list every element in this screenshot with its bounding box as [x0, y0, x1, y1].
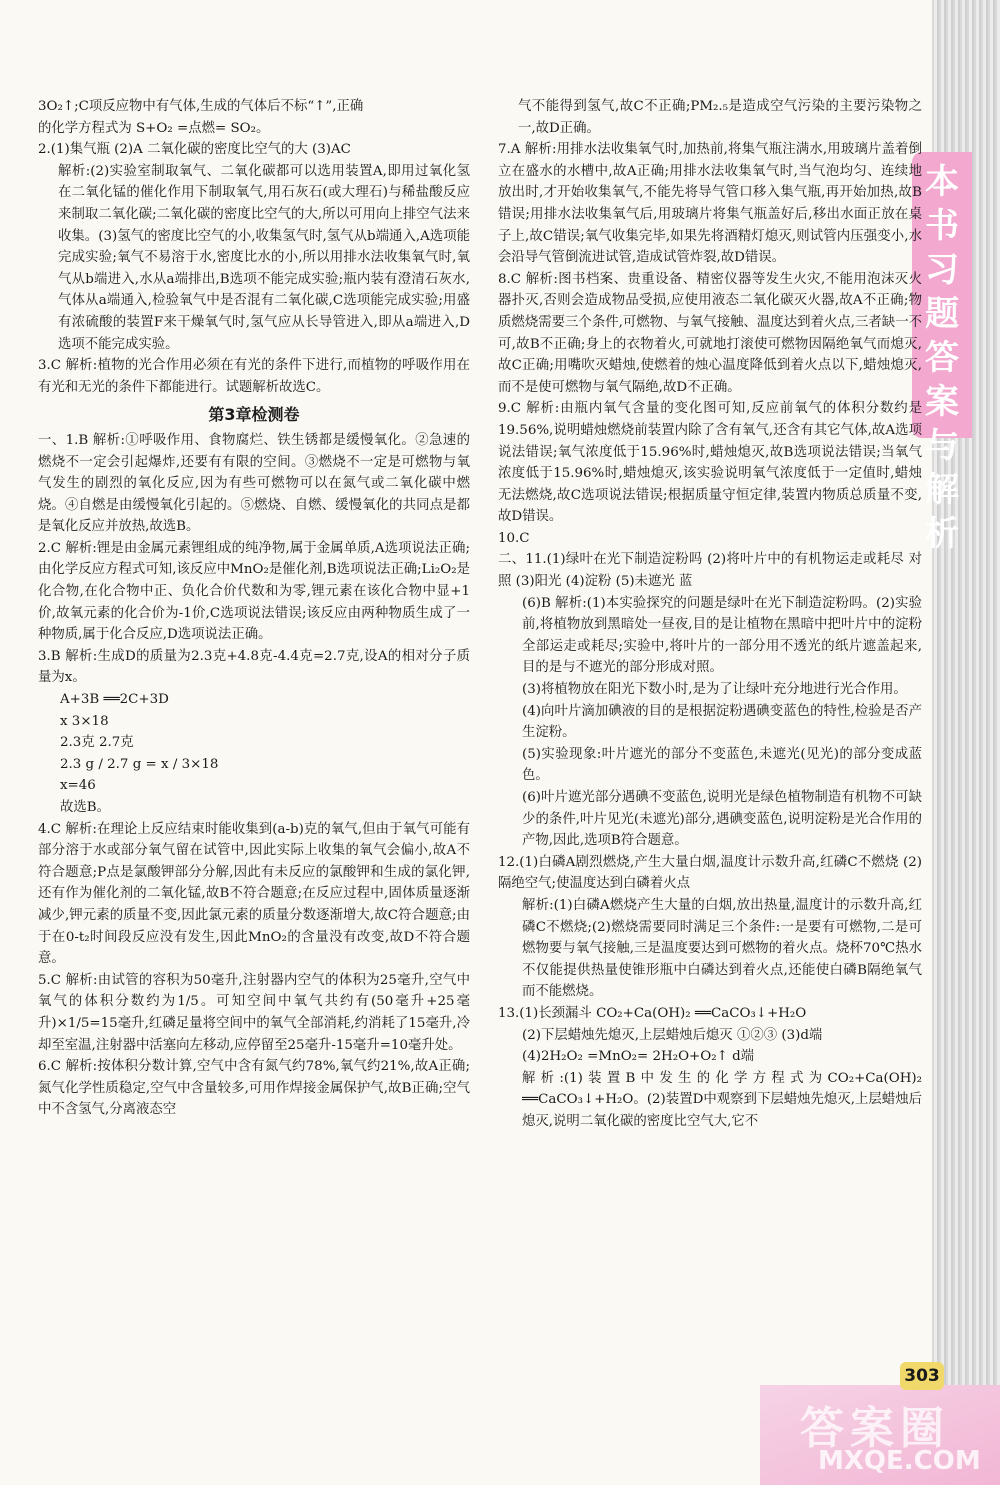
equation: x 3×18: [60, 713, 109, 729]
answer-text: 的化学方程式为 S+O₂ =点燃= SO₂。: [38, 120, 270, 136]
side-tab-char: 习: [925, 250, 959, 290]
answer-item: 一、1.B 解析:①呼吸作用、食物腐烂、铁生锈都是缓慢氧化。②急速的燃烧不一定会引起爆炸,还要有有限的空间。③燃烧不一定是可燃物与氧气发生的剧烈的氧化反应,因为有些可燃物可以在氮气或二氧化碳中燃烧。④自燃是由缓慢氧化引起的。⑤燃烧、自燃、缓慢氧化的共同点是都是氧化反应并放热,故选B。: [38, 432, 470, 535]
answer-item: 13.(1)长颈漏斗 CO₂+Ca(OH)₂ ══CaCO₃↓+H₂O: [498, 1005, 807, 1021]
right-column: [498, 96, 922, 1133]
section-title: 第3章检测卷: [208, 405, 300, 425]
answer-item: 6.C 解析:按体积分数计算,空气中含有氮气约78%,氧气约21%,故A正确;氮气化学性质稳定,空气中含量较多,可用作焊接金属保护气,故B正确;空气中不含氢气,分离液态空: [38, 1059, 470, 1118]
answer-item: 10.C: [498, 530, 530, 546]
equation: 2.3克 2.7克: [60, 735, 134, 751]
answer-item: 4.C 解析:在理论上反应结束时能收集到(a-b)克的氧气,但由于氧气可能有部分溶于水或部分氧气留在试管中,因此实际上收集的氧气会偏小,故A不符合题意;P点是氯酸钾部分分解,因此有未反应的氯酸钾和生成的氯化钾,还有作为催化剂的二氧化锰,故B不符合题意;在反应过程中,固体质量逐渐减少,钾元素的质量不变,因此氯元素的质量分数逐渐增大,故C符合题意;由于在0-t₂时间段反应没有发生,因此MnO₂的含量没有改变,故D不符合题意。: [38, 821, 470, 967]
answer-item: 8.C 解析:图书档案、贵重设备、精密仪器等发生火灾,不能用泡沫灭火器扑灭,否则会造成物品受损,应使用液态二氧化碳灭火器,故A不正确;物质燃烧需要三个条件,可燃物、与氧气接触、温度达到着火点,三者缺一不可,故B不正确;身上的衣物着火,可就地打滚使可燃物因隔绝氧气而熄灭,故C正确;用嘴吹灭蜡烛,使燃着的烛心温度降低到着火点以下,蜡烛熄灭,而不是使可燃物与氧气隔绝,故D不正确。: [498, 271, 922, 395]
page-number: 303: [900, 1362, 944, 1390]
side-tab-char: 析: [925, 514, 959, 554]
answer-item: 3.C 解析:植物的光合作用必须在有光的条件下进行,而植物的呼吸作用在有光和无光的条件下都能进行。试题解析故选C。: [38, 358, 470, 395]
answer-item: 2.(1)集气瓶 (2)A 二氧化碳的密度比空气的大 (3)AC: [38, 142, 351, 158]
side-tab-char: 题: [925, 294, 959, 334]
watermark-logo: 答案圈: [800, 1403, 950, 1454]
answer-explanation: 解析:(1)白磷A燃烧产生大量的白烟,放出热量,温度计的示数升高,红磷C不燃烧;(2)燃烧需要同时满足三个条件:一是要有可燃物,二是可燃物要与氧气接触,三是温度要达到可燃物的着火点。烧杯70℃热水不仅能提供热量使锥形瓶中白磷达到着火点,还能使白磷B隔绝氧气而不能燃烧。: [522, 897, 922, 1000]
answer-text: 3O₂↑;C项反应物中有气体,生成的气体后不标“↑”,正确: [38, 99, 364, 114]
equation: 2.3 g / 2.7 g = x / 3×18: [60, 756, 219, 772]
answer-text: 故选B。: [60, 800, 111, 815]
answer-item: 7.A 解析:用排水法收集氧气时,加热前,将集气瓶注满水,用玻璃片盖着倒立在盛水的水槽中,故A正确;用排水法收集氧气时,当气泡均匀、连续地放出时,才开始收集氧气,不能先将导气管口移入集气瓶,再开始加热,故B错误;用排水法收集氧气后,用玻璃片将集气瓶盖好后,移出水面正放在桌子上,故C错误;氧气收集完毕,如果先将酒精灯熄灭,则试管内压强变小,水会沿导气管倒流进试管,造成试管炸裂,故D错误。: [498, 142, 922, 266]
side-tab-char: 书: [925, 206, 959, 246]
answer-explanation: 解析:(1)装置B中发生的化学方程式为CO₂+Ca(OH)₂ ══CaCO₃↓+H₂O。(2)装置D中观察到下层蜡烛先熄灭,上层蜡烛后熄灭,说明二氧化碳的密度比空气大,它不: [522, 1070, 922, 1129]
answer-text: (2)下层蜡烛先熄灭,上层蜡烛后熄灭 ①②③ (3)d端: [522, 1027, 823, 1043]
answer-item: 5.C 解析:由试管的容积为50毫升,注射器内空气的体积为25毫升,空气中氧气的体积分数约为1/5。可知空间中氧气共约有(50毫升+25毫升)×1/5=15毫升,红磷足量将空间中的氧气全部消耗,约消耗了15毫升,冷却至室温,注射器中活塞向左移动,应停留至25毫升-15毫升=10毫升处。: [38, 972, 470, 1053]
side-tab-char: 案: [925, 382, 959, 422]
side-tab-char: 本: [925, 162, 959, 202]
answer-item: 2.C 解析:锂是由金属元素锂组成的纯净物,属于金属单质,A选项说法正确;由化学反应方程式可知,该反应中MnO₂是催化剂,B选项说法正确;Li₂O₂是化合物,在化合物中正、负化合价代数和为零,锂元素在该化合物中显+1价,故氧元素的化合价为-1价,C选项说法错误;该反应由两种物质生成了一种物质,属于化合反应,D选项说法正确。: [38, 540, 470, 643]
answer-text: 气不能得到氢气,故C不正确;PM₂.₅是造成空气污染的主要污染物之一,故D正确。: [518, 99, 922, 136]
answer-explanation: (6)叶片遮光部分遇碘不变蓝色,说明光是绿色植物制造有机物不可缺少的条件,叶片见光(未遮光)部分,遇碘变蓝色,说明淀粉是光合作用的产物,因此,选项B符合题意。: [522, 790, 922, 849]
answer-explanation: (4)向叶片滴加碘液的目的是根据淀粉遇碘变蓝色的特性,检验是否产生淀粉。: [522, 703, 922, 741]
equation: A+3B ══2C+3D: [60, 692, 169, 708]
side-tab-char: 与: [925, 426, 959, 466]
watermark-site: MXQE.COM: [818, 1446, 981, 1476]
answer-item: 12.(1)白磷A剧烈燃烧,产生大量白烟,温度计示数升高,红磷C不燃烧 (2)隔绝空气;使温度达到白磷着火点: [498, 854, 922, 892]
answer-item: 3.B 解析:生成D的质量为2.3克+4.8克-4.4克=2.7克,设A的相对分子质量为x。: [38, 648, 470, 686]
side-tab-char: 解: [925, 470, 959, 510]
equation: x=46: [60, 778, 96, 794]
answer-explanation: (3)将植物放在阳光下数小时,是为了让绿叶充分地进行光合作用。: [522, 682, 907, 698]
side-tab-char: 答: [925, 338, 959, 378]
answer-item: 9.C 解析:由瓶内氧气含量的变化图可知,反应前氧气的体积分数约是19.56%,说明蜡烛燃烧前装置内除了含有氧气,还含有其它气体,故A选项说法错误;氧气浓度低于15.96%时,蜡烛熄灭,故B选项说法错误;当氧气浓度低于15.96%时,蜡烛熄灭,该实验说明氧气浓度低于一定值时,蜡烛无法燃烧,故C选项说法错误;根据质量守恒定律,装置内物质总质量不变,故D错误。: [498, 401, 922, 525]
answer-item: 二、11.(1)绿叶在光下制造淀粉吗 (2)将叶片中的有机物运走或耗尽 对照 (3)阳光 (4)淀粉 (5)未遮光 蓝: [498, 552, 922, 590]
answer-text: (4)2H₂O₂ =MnO₂= 2H₂O+O₂↑ d端: [522, 1049, 755, 1065]
answer-explanation: 解析:(2)实验室制取氧气、二氧化碳都可以选用装置A,即用过氧化氢在二氧化锰的催化作用下制取氧气,用石灰石(或大理石)与稀盐酸反应来制取二氧化碳;二氧化碳的密度比空气的大,所以可用向上排空气法来收集。(3)氢气的密度比空气的小,收集氢气时,氢气从b端通入,A选项能完成实验;氧气不易溶于水,密度比水的小,所以用排水法收集氧气时,氧气从b端进入,水从a端排出,B选项不能完成实验;瓶内装有澄清石灰水,气体从a端通入,检验氧气中是否混有二氧化碳,C选项能完成实验;用盛有浓硫酸的装置F来干燥氧气时,氢气应从长导管进入,即从a端进入,D选项不能完成实验。: [58, 163, 470, 352]
left-column: [38, 96, 470, 1121]
answer-explanation: (6)B 解析:(1)本实验探究的问题是绿叶在光下制造淀粉吗。(2)实验前,将植物放到黑暗处一昼夜,目的是让植物在黑暗中把叶片中的淀粉全部运走或耗尽;实验中,将叶片的一部分用不透光的纸片遮盖起来,目的是与不遮光的部分形成对照。: [522, 595, 922, 676]
answer-explanation: (5)实验现象:叶片遮光的部分不变蓝色,未遮光(见光)的部分变成蓝色。: [522, 746, 922, 784]
